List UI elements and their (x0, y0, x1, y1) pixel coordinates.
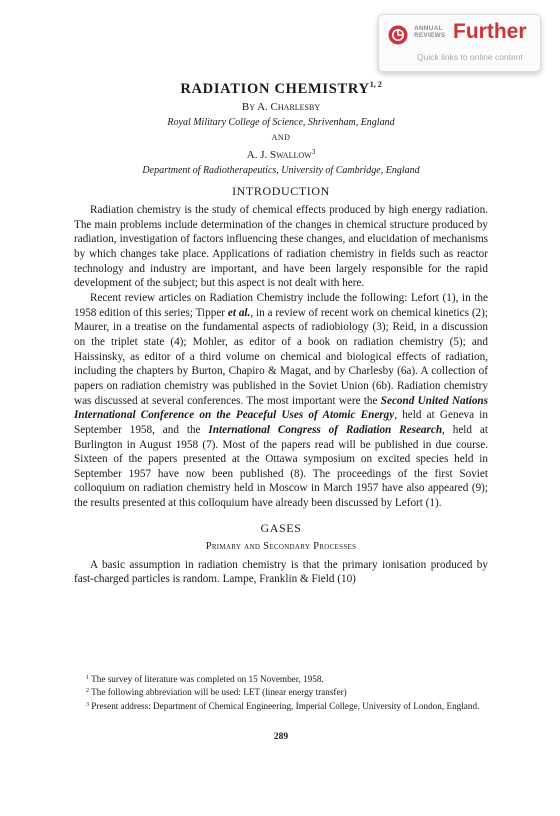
footnote-3: $^3$ Present address: Department of Chemical Engineering, Imperial College, University of London, England. (86, 700, 480, 711)
article-page (74, 75, 488, 587)
further-links-badge[interactable] (378, 14, 541, 72)
author-1-affiliation: Royal Military College of Science, Shrivenham, England (167, 117, 395, 128)
badge-further-label: Further (453, 20, 527, 43)
and-separator: AND (271, 133, 291, 142)
primary-secondary-processes-heading: Primary and Secondary Processes (205, 540, 357, 552)
badge-annual-reviews-label: ANNUAL REVIEWS (414, 25, 446, 39)
author-2-affiliation: Department of Radiotherapeutics, University of Cambridge, England (142, 165, 420, 176)
title-footnote-refs: 1, 2 (369, 80, 382, 89)
footnotes (74, 672, 488, 712)
gases-heading: GASES (260, 520, 302, 535)
gases-paragraph-1: A basic assumption in radiation chemistry is that the primary ionisation produced by fast-charged particles is random. Lampe, Franklin & Field (10) (74, 558, 488, 586)
article-title: RADIATION CHEMISTRY$^{1, 2}$ (180, 80, 382, 97)
introduction-paragraph-2: Recent review articles on Radiation Chemistry include the following: Lefort (1), in the 1958 edition of this series; Tipper et al., in a review of recent work on chemical kinetics (2); Maurer, in a treatise on the fundamental aspects of radiobiology (3); Reid, in a discussion on the triplet state (4); Mohler, as editor of a book on radiation chemistry (5); and Haissinsky, as editor of a third volume on chemical and biological effects of radiation, including the chapters by Burton, Chapiro & Magat, and by Charlesby (6a). A collection of papers on radiation chemistry was published in the Soviet Union (6b). Radiation chemistry was discussed at several conferences. The most important were the Second United Nations International Conference on the Peaceful Uses of Atomic Energy, held at Geneva in September 1958, and the International Congress of Radiation Research, held at Burlington in August 1958 (7). Most of the papers read will be published in due course. Sixteen of the papers presented at the Ottawa symposium on excited species held in September 1957 have now been published (8). The proceedings of the first Soviet colloquium on radiation chemistry held in Moscow in March 1957 have also appeared (9); the results presented at this colloquium have already been discussed by Lefort (1). (74, 291, 488, 510)
author-2-footnote-ref: 3 (311, 148, 316, 156)
footnote-2: $^2$ The following abbreviation will be used: LET (linear energy transfer) (86, 687, 347, 698)
footnote-1: $^1$ The survey of literature was completed on 15 November, 1958. (86, 674, 324, 684)
annual-reviews-logo-icon (388, 25, 408, 45)
introduction-body (74, 203, 488, 511)
page-number: 289 (273, 732, 289, 742)
author-1: By A. Charlesby (241, 101, 321, 113)
introduction-heading: INTRODUCTION (232, 184, 330, 198)
introduction-paragraph-1: Radiation chemistry is the study of chemical effects produced by high energy radiation. The main problems include determination of the changes in chemical structure produced by radiation, investigation of factors influencing these changes, and elucidation of mechanisms by which changes take place. Applications of radiation chemistry in fields such as reactor technology and industry are important, and have been largely responsible for the rapid development of the subject; but this aspect is not dealt with here. (74, 204, 488, 290)
gases-body (74, 558, 488, 587)
badge-subtitle: Quick links to online content (417, 52, 523, 62)
author-2: A. J. Swallow$^3$ (246, 148, 316, 161)
